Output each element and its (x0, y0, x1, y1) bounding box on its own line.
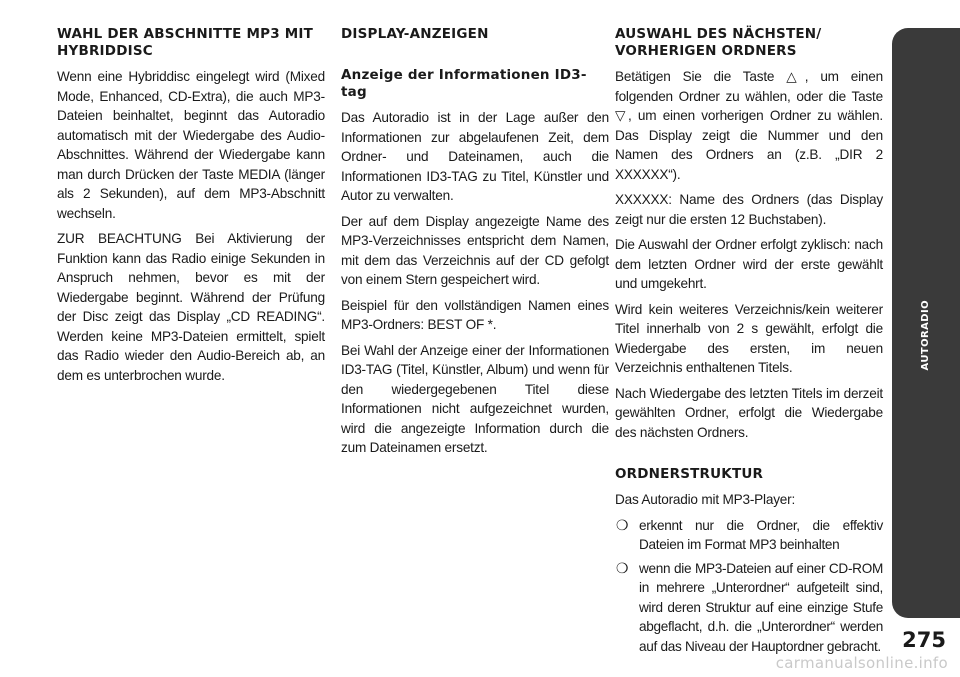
note-paragraph: ZUR BEACHTUNG Bei Aktivierung der Funktion kann das Radio einige Sekunden in Anspruch nehmen, bevor es mit der Wiedergabe beginnt. Während der Prüfung der Disc zeigt das Display „CD READING“. Werden keine MP3-Dateien ermittelt, spielt das Radio wieder den Audio-Bereich ab, an dem es unterbrochen wurde. (57, 231, 325, 383)
list-item (615, 559, 883, 657)
paragraph: Das Autoradio mit MP3-Player: (615, 492, 796, 507)
page-number: 275 (902, 628, 946, 652)
section-heading-ordnerstruktur: ORDNERSTRUKTUR (615, 466, 764, 482)
paragraph: Wenn eine Hybriddisc eingelegt wird (Mixed Mode, Enhanced, CD-Extra), die auch MP3-Dateien beinhaltet, beginnt das Autoradio automatisch mit der Wiedergabe des Audio-Abschnittes. Während der Wiedergabe kann man durch Drücken der Taste MEDIA (länger als 2 Sekunden), auf dem MP3-Abschnitt wechseln. (57, 69, 325, 221)
list-item (615, 516, 883, 555)
section-heading-display-anzeigen: DISPLAY-ANZEIGEN (341, 26, 489, 42)
column-right (615, 26, 883, 656)
paragraph: Nach Wiedergabe des letzten Titels im derzeit gewählten Ordner, erfolgt die Wiedergabe des nächsten Ordners. (615, 385, 883, 440)
paragraph: Betätigen Sie die Taste △, um einen folgenden Ordner zu wählen, oder die Taste ▽, um einen vorherigen Ordner zu wählen. Das Display zeigt die Nummer und den Namen des Ordners an (z.B. „DIR 2 XXXXXX“). (615, 69, 883, 182)
list-item-text: erkennt nur die Ordner, die effektiv Dateien im Format MP3 beinhalten (639, 517, 883, 552)
section-heading-mp3-hybriddisc: WAHL DER ABSCHNITTE MP3 MIT HYBRIDDISC (57, 26, 313, 59)
list-item-text: wenn die MP3-Dateien auf einer CD-ROM in mehrere „Unterordner“ aufgeteilt sind, wird deren Struktur auf eine einzige Stufe abgeflacht, d.h. die „Unterordner“ werden auf das Niveau der Hauptordner gebracht. (639, 560, 883, 654)
paragraph: Beispiel für den vollständigen Namen eines MP3-Ordners: BEST OF *. (341, 297, 609, 332)
section-heading-ordner-auswahl: AUSWAHL DES NÄCHSTEN/ VORHERIGEN ORDNERS (615, 26, 822, 59)
paragraph: XXXXXX: Name des Ordners (das Display zeigt nur die ersten 12 Buchstaben). (615, 192, 883, 227)
paragraph: Wird kein weiteres Verzeichnis/kein weiterer Titel innerhalb von 2 s gewählt, erfolgt die Wiedergabe des ersten, im neuen Verzeichnis enthaltenen Titels. (615, 301, 883, 375)
subheading-id3-tag: Anzeige der Informationen ID3-tag (341, 67, 587, 100)
watermark: carmanualsonline.info (775, 654, 948, 672)
paragraph: Die Auswahl der Ordner erfolgt zyklisch: nach dem letzten Ordner wird der erste gewählt und umgekehrt. (615, 237, 883, 291)
bullet-list (615, 516, 883, 657)
circle-bullet-icon: ❍ (616, 559, 629, 576)
section-side-tab-label: AUTORADIO (920, 300, 931, 371)
paragraph: Das Autoradio ist in der Lage außer den Informationen zur abgelaufenen Zeit, dem Ordner- und Dateinamen, auch die Informationen ID3-TAG zu Titel, Künstler und Autor zu verwalten. (341, 110, 609, 203)
column-left (57, 26, 325, 385)
circle-bullet-icon: ❍ (616, 516, 629, 533)
column-middle (341, 26, 609, 458)
paragraph: Bei Wahl der Anzeige einer der Informationen ID3-TAG (Titel, Künstler, Album) und wenn für den wiedergegebenen Titel diese Informationen nicht aufgezeichnet wurden, wird die angezeigte Information durch die zum Dateinamen ersetzt. (341, 342, 609, 455)
paragraph: Der auf dem Display angezeigte Name des MP3-Verzeichnisses entspricht dem Namen, mit dem das Verzeichnis auf der CD gefolgt von einem Stern gespeichert wird. (341, 213, 609, 287)
